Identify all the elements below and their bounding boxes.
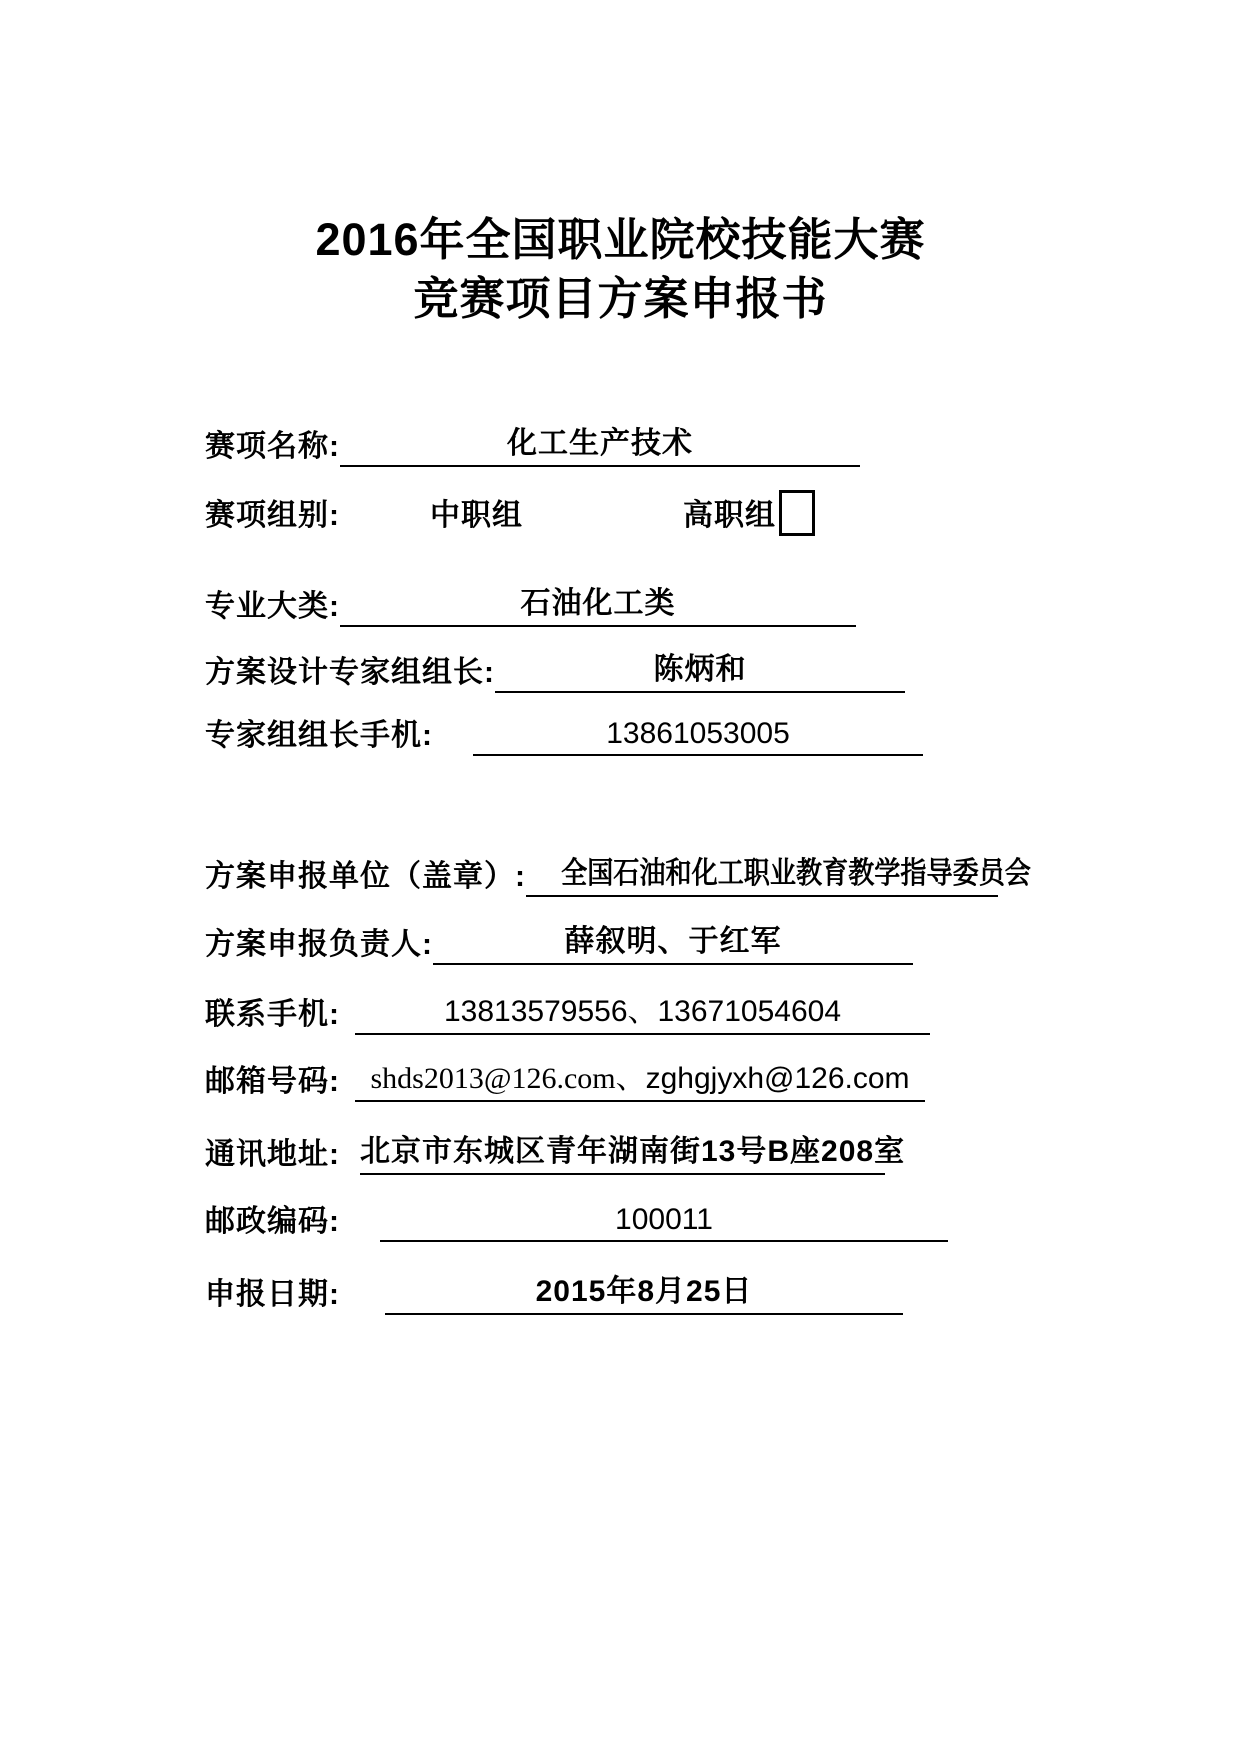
option-higher-vocational: 高职组 bbox=[683, 499, 776, 532]
field-row-major-category bbox=[205, 578, 856, 627]
event-name-label: 赛项名称: bbox=[205, 430, 340, 463]
field-row-event-group bbox=[205, 490, 815, 536]
major-category-value: 石油化工类 bbox=[340, 578, 856, 627]
field-row-postal-code bbox=[205, 1196, 948, 1242]
email-second: zghgjyxh@126.com bbox=[645, 1062, 910, 1095]
document-title-line1: 2016年全国职业院校技能大赛 bbox=[315, 214, 926, 265]
applicant-person-label: 方案申报负责人: bbox=[205, 928, 433, 961]
expert-phone-value: 13861053005 bbox=[473, 717, 923, 756]
expert-phone-label: 专家组组长手机: bbox=[205, 719, 433, 752]
applicant-unit-value-text: 全国石油和化工职业教育教学指导委员会 bbox=[561, 857, 1031, 890]
expert-leader-value: 陈炳和 bbox=[495, 644, 905, 693]
applicant-unit-label: 方案申报单位（盖章）: bbox=[205, 860, 526, 893]
email-label: 邮箱号码: bbox=[205, 1065, 340, 1098]
field-row-expert-leader bbox=[205, 644, 905, 693]
higher-vocational-checkbox[interactable] bbox=[779, 490, 815, 536]
email-first: shds2013@126.com bbox=[370, 1062, 616, 1095]
expert-leader-label: 方案设计专家组组长: bbox=[205, 656, 495, 689]
postal-code-label: 邮政编码: bbox=[205, 1205, 340, 1238]
postal-code-value: 100011 bbox=[380, 1203, 948, 1242]
contact-phone-value: 13813579556、13671054604 bbox=[355, 986, 930, 1035]
event-group-label: 赛项组别: bbox=[205, 499, 340, 532]
field-row-address bbox=[205, 1126, 906, 1175]
application-date-value: 2015年8月25日 bbox=[385, 1266, 903, 1315]
contact-phone-label: 联系手机: bbox=[205, 998, 340, 1031]
field-row-email bbox=[205, 1053, 925, 1102]
field-row-applicant-unit bbox=[205, 848, 1031, 897]
email-separator: 、 bbox=[615, 1062, 646, 1095]
applicant-person-value: 薛叙明、于红军 bbox=[433, 916, 913, 965]
email-value bbox=[355, 1053, 925, 1102]
application-date-label: 申报日期: bbox=[205, 1278, 340, 1311]
applicant-unit-value bbox=[526, 848, 1031, 897]
field-row-event-name bbox=[205, 418, 860, 467]
event-name-value: 化工生产技术 bbox=[340, 418, 860, 467]
field-row-expert-phone bbox=[205, 710, 923, 756]
field-row-contact-phone bbox=[205, 986, 930, 1035]
document-title-line2: 竞赛项目方案申报书 bbox=[413, 273, 828, 324]
field-row-applicant-person bbox=[205, 916, 913, 965]
address-label: 通讯地址: bbox=[205, 1138, 340, 1171]
field-row-application-date bbox=[205, 1266, 903, 1315]
address-value: 北京市东城区青年湖南街13号B座208室 bbox=[360, 1126, 885, 1175]
major-category-label: 专业大类: bbox=[205, 590, 340, 623]
option-secondary-vocational: 中职组 bbox=[430, 499, 523, 532]
